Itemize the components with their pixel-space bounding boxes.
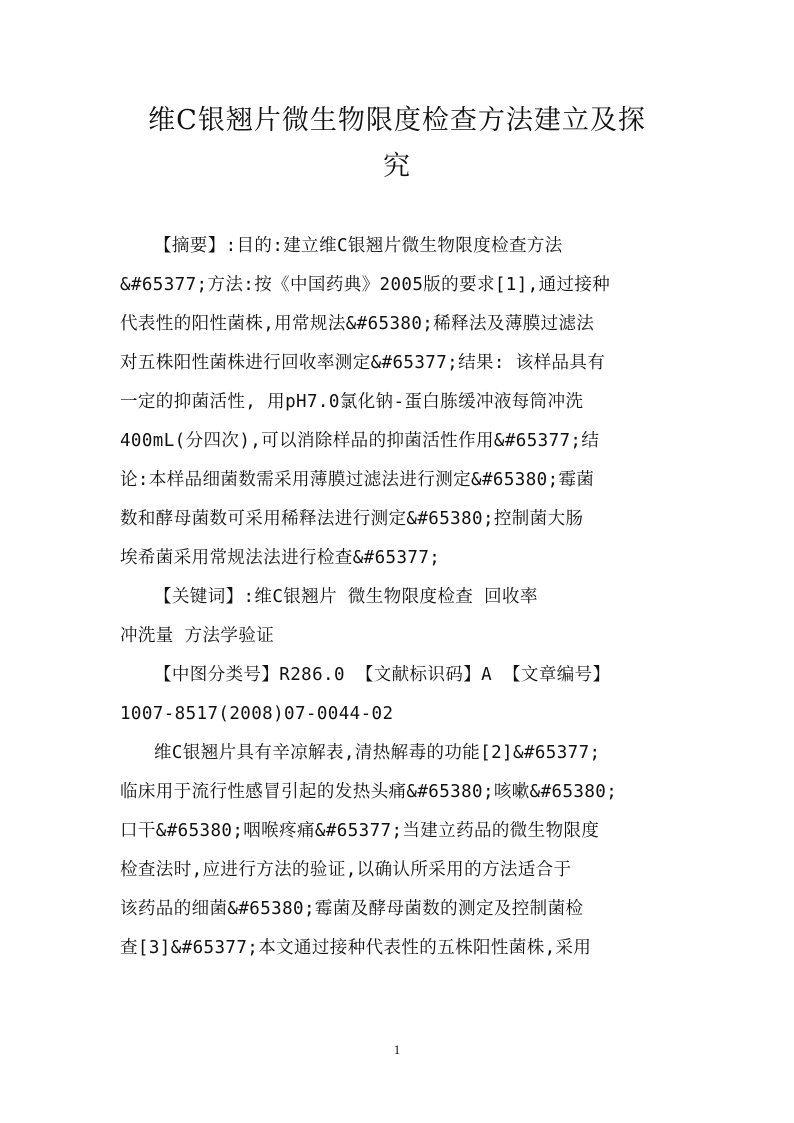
body-text <box>120 227 676 968</box>
title-line-1: 维C银翘片微生物限度检查方法建立及探 <box>148 105 646 136</box>
abstract-line: 埃希菌采用常规法法进行检查&#65377; <box>120 548 441 568</box>
abstract-line: 论:本样品细菌数需采用薄膜过滤法进行测定&#65380;霉菌 <box>120 470 595 490</box>
keywords-line: 冲洗量 方法学验证 <box>120 626 275 646</box>
abstract-line: &#65377;方法:按《中国药典》2005版的要求[1],通过接种 <box>120 275 611 295</box>
paragraph-line: 口干&#65380;咽喉疼痛&#65377;当建立药品的微生物限度 <box>120 821 600 841</box>
abstract-line: 代表性的阳性菌株,用常规法&#65380;稀释法及薄膜过滤法 <box>120 314 595 334</box>
abstract-line: 对五株阳性菌株进行回收率测定&#65377;结果: 该样品具有 <box>120 353 606 373</box>
abstract-line: 一定的抑菌活性, 用pH7.0氯化钠-蛋白胨缓冲液每筒冲洗 <box>120 392 584 412</box>
title-line-2: 究 <box>383 151 411 182</box>
paragraph-line: 检查法时,应进行方法的验证,以确认所采用的方法适合于 <box>120 860 572 880</box>
abstract-line: 数和酵母菌数可采用稀释法进行测定&#65380;控制菌大肠 <box>120 509 584 529</box>
abstract-line: 400mL(分四次),可以消除样品的抑菌活性作用&#65377;结 <box>120 431 600 451</box>
paragraph-line: 维C银翘片具有辛凉解表,清热解毒的功能[2]&#65377; <box>154 743 601 763</box>
paragraph-line: 查[3]&#65377;本文通过接种代表性的五株阳性菌株,采用 <box>120 938 592 958</box>
paragraph-line: 临床用于流行性感冒引起的发热头痛&#65380;咳嗽&#65380; <box>120 782 618 802</box>
abstract-line: 【摘要】:目的:建立维C银翘片微生物限度检查方法 <box>154 236 563 256</box>
classification-line: 【中图分类号】R286.0 【文献标识码】A 【文章编号】 <box>154 665 611 685</box>
article-number-line: 1007-8517(2008)07-0044-02 <box>120 704 394 724</box>
paragraph-line: 该药品的细菌&#65380;霉菌及酵母菌数的测定及控制菌检 <box>120 899 584 919</box>
keywords-line: 【关键词】:维C银翘片 微生物限度检查 回收率 <box>154 587 538 607</box>
page-number: 1 <box>393 1042 401 1057</box>
document-title <box>60 98 734 190</box>
